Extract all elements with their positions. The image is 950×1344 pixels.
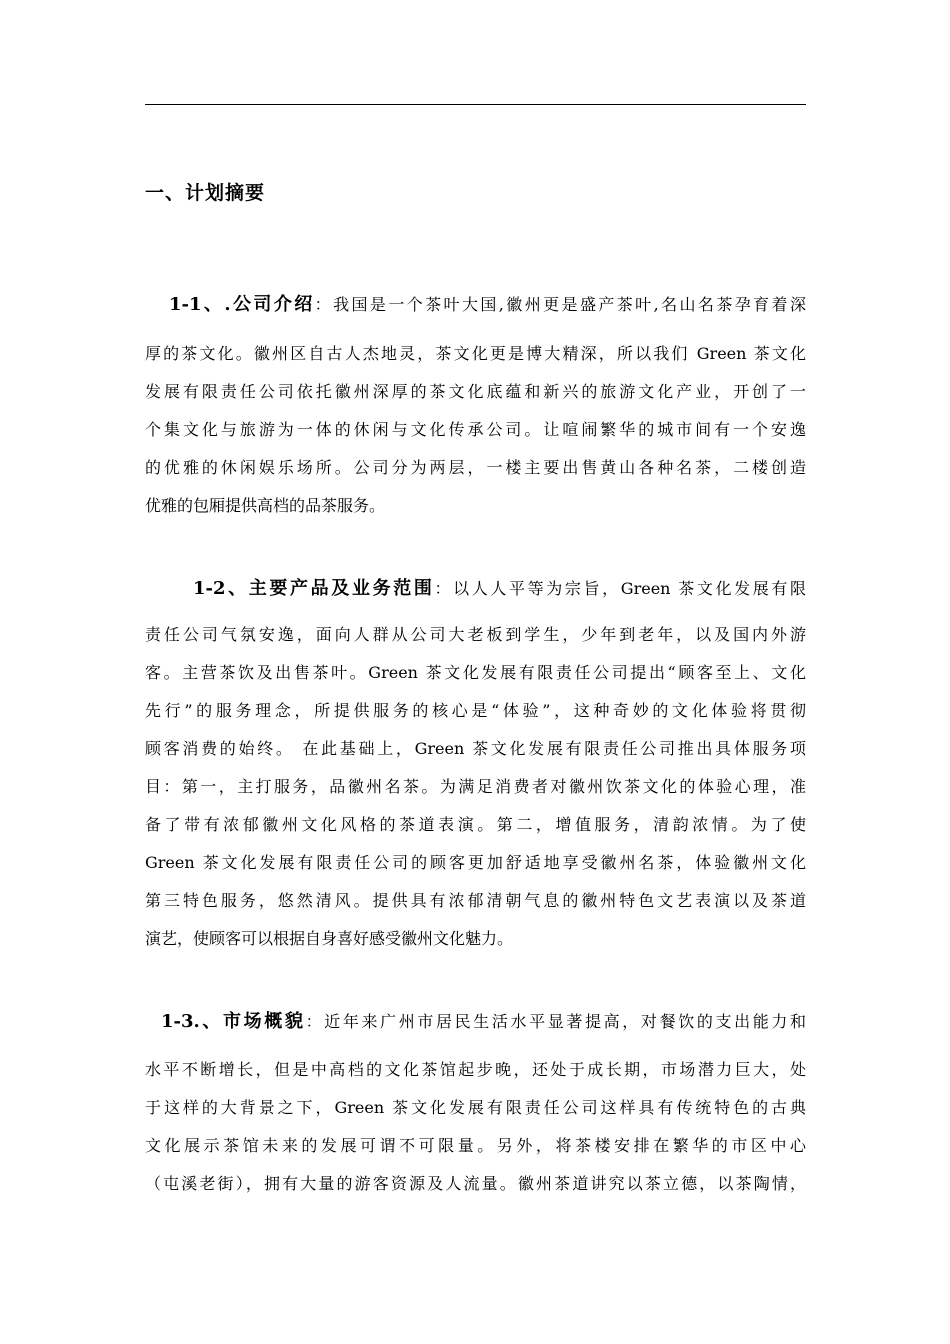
paragraph-line: 演艺，使顾客可以根据自身喜好感受徽州文化魅力。 [145, 929, 514, 948]
paragraph-line: 的优雅的休闲娱乐场所。公司分为两层，一楼主要出售黄山各种名茶，二楼创造 [145, 458, 806, 477]
paragraph-line: 个集文化与旅游为一体的休闲与文化传承公司。让喧闹繁华的城市间有一个安逸 [145, 420, 806, 439]
subsection-title: 1-1、.公司介绍 [169, 294, 315, 315]
paragraph-line [145, 578, 806, 600]
paragraph-line: 第三特色服务，悠然清风。提供具有浓郁清朝气息的徽州特色文艺表演以及茶道 [145, 891, 806, 910]
paragraph-line: 目：第一，主打服务，品徽州名茶。为满足消费者对徽州饮茶文化的体验心理，准 [145, 777, 806, 796]
paragraph-line: 发展有限责任公司依托徽州深厚的茶文化底蕴和新兴的旅游文化产业，开创了一 [145, 382, 806, 401]
paragraph-line: 优雅的包厢提供高档的品茶服务。 [145, 496, 386, 515]
paragraph-line: 于这样的大背景之下，Green 茶文化发展有限责任公司这样具有传统特色的古典 [145, 1098, 806, 1117]
paragraph-line [145, 294, 806, 316]
subsection-title: 1-2、主要产品及业务范围 [193, 578, 435, 599]
header-rule [145, 104, 806, 105]
subsection-title: 1-3.、市场概貌 [161, 1011, 306, 1032]
paragraph-line: 顾客消费的始终。 在此基础上，Green 茶文化发展有限责任公司推出具体服务项 [145, 739, 806, 758]
paragraph-line: 水平不断增长，但是中高档的文化茶馆起步晚，还处于成长期，市场潜力巨大，处 [145, 1060, 806, 1079]
paragraph-line: 文化展示茶馆未来的发展可谓不可限量。另外，将茶楼安排在繁华的市区中心 [145, 1136, 806, 1155]
paragraph-line: 厚的茶文化。徽州区自古人杰地灵，茶文化更是博大精深，所以我们 Green 茶文化 [145, 344, 806, 363]
paragraph-text: ：近年来广州市居民生活水平显著提高，对餐饮的支出能力和 [305, 1012, 806, 1031]
paragraph-text: ：以人人平等为宗旨，Green 茶文化发展有限 [434, 579, 806, 598]
paragraph-line: 客。主营茶饮及出售茶叶。Green 茶文化发展有限责任公司提出“顾客至上、文化 [145, 663, 806, 682]
paragraph-line: 先行”的服务理念，所提供服务的核心是“体验”，这种奇妙的文化体验将贯彻 [145, 701, 806, 720]
paragraph-line: Green 茶文化发展有限责任公司的顾客更加舒适地享受徽州名茶，体验徽州文化 [145, 853, 806, 872]
section-heading: 一、计划摘要 [145, 182, 266, 204]
paragraph-line: （屯溪老街），拥有大量的游客资源及人流量。徽州茶道讲究以茶立德，以茶陶情， [145, 1174, 806, 1193]
paragraph-line [145, 1011, 806, 1033]
paragraph-text: ：我国是一个茶叶大国,徽州更是盛产茶叶,名山名茶孕育着深 [314, 295, 806, 314]
paragraph-line: 责任公司气氛安逸，面向人群从公司大老板到学生，少年到老年，以及国内外游 [145, 625, 806, 644]
paragraph-line: 备了带有浓郁徽州文化风格的茶道表演。第二，增值服务，清韵浓情。为了使 [145, 815, 806, 834]
